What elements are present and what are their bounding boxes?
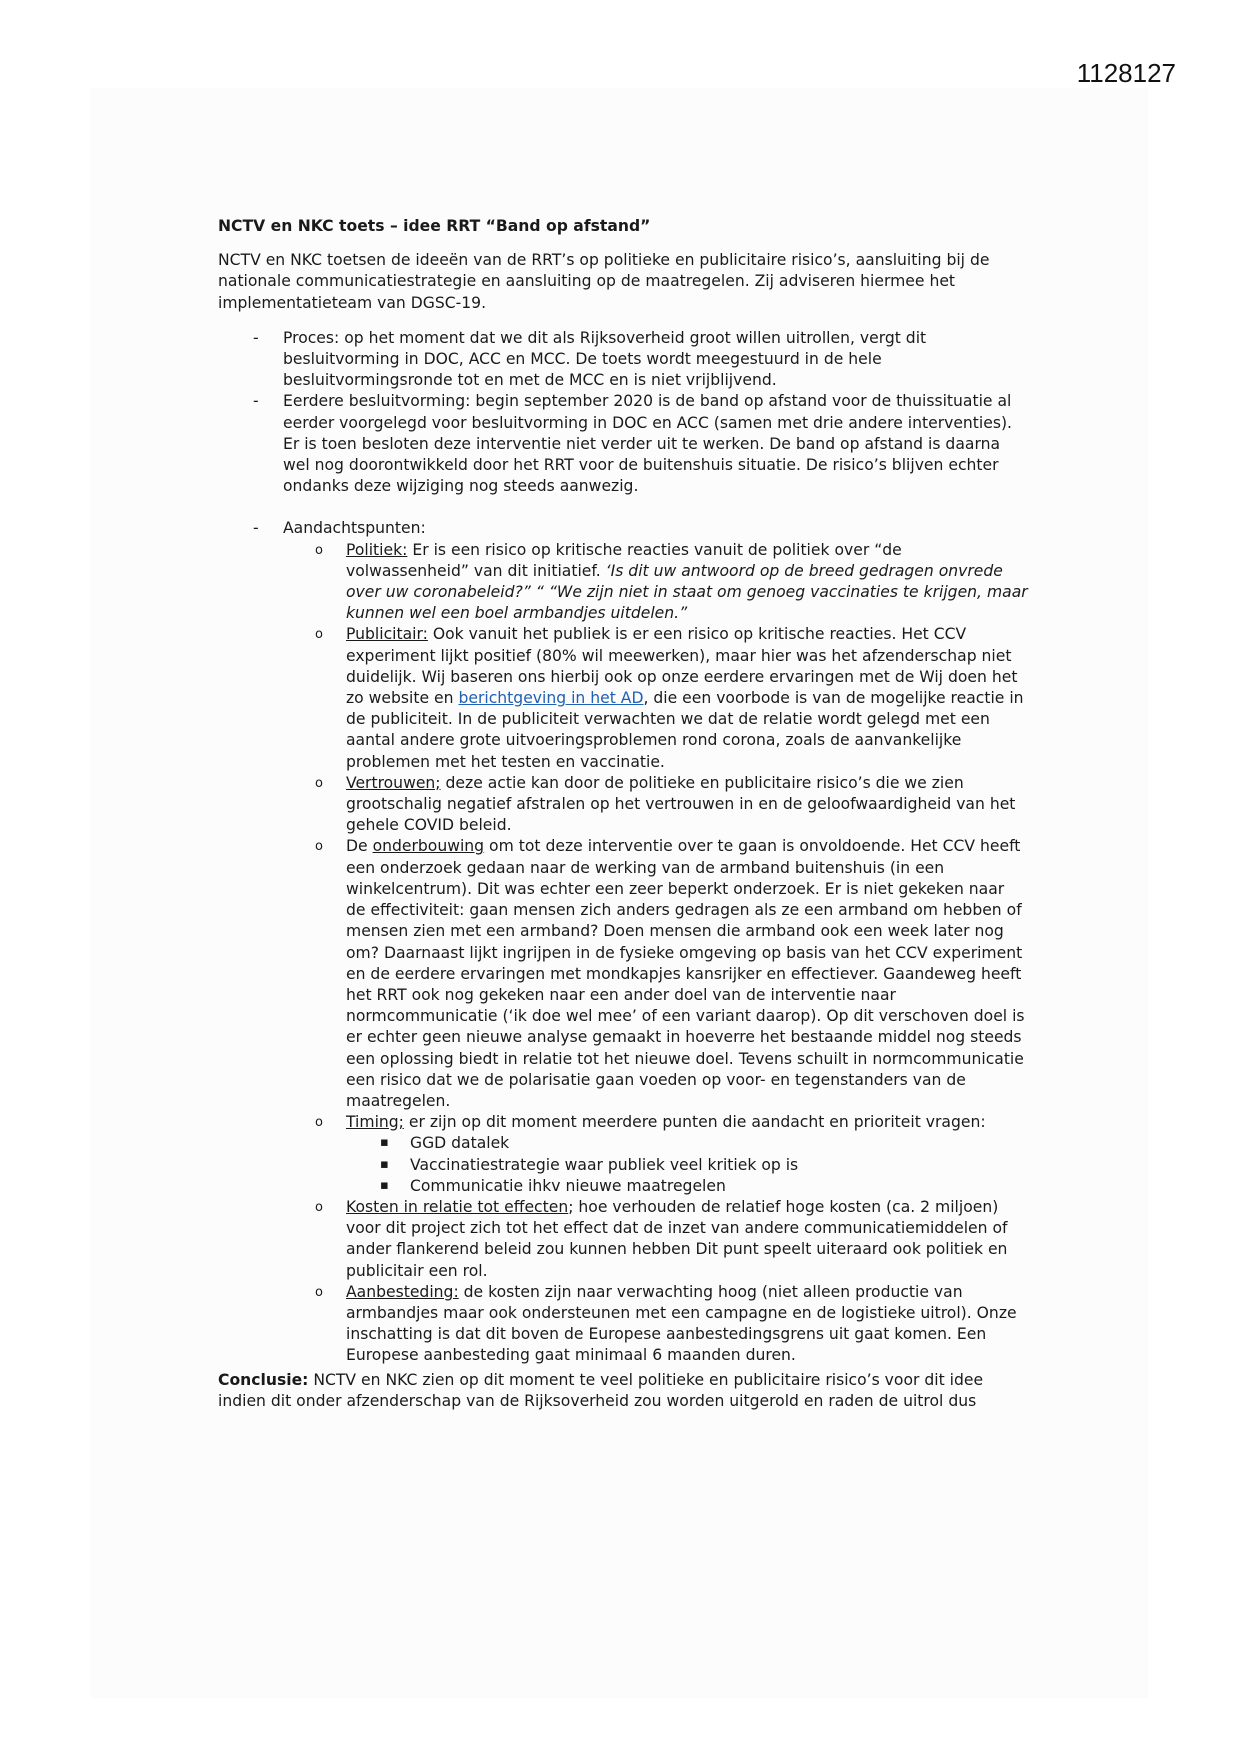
aanbesteding-text: de kosten zijn naar verwachting hoog (niet alleen productie van armbandjes maar ook ondersteunen met een campagne en de logistieke uitrol). Onze inschatting is dat dit boven de Europese aanbestedingsgrens uit gaat komen. Een Europese aanbesteding gaat minimaal 6 maanden duren. (346, 1282, 1017, 1365)
kosten-label: Kosten in relatie tot effecten (346, 1197, 569, 1216)
list-item-proces (218, 328, 1028, 392)
politiek-quote: ‘Is dit uw antwoord op de breed gedragen onvrede over uw coronabeleid?” “ “We zijn niet in staat om genoeg vaccinaties te krijgen, maar kunnen wel een boel armbandjes uitdelen.” (346, 561, 1028, 623)
proces-text: Proces: op het moment dat we dit als Rijksoverheid groot willen uitrollen, vergt dit besluitvorming in DOC, ACC en MCC. De toets wordt meegestuurd in de hele besluitvormingsronde tot en met de MCC en is niet vrijblijvend. (283, 328, 927, 390)
timing-label: Timing; (346, 1113, 404, 1132)
ad-article-link[interactable]: berichtgeving in het AD (458, 689, 644, 708)
circle-bullet-icon: o (315, 1115, 323, 1131)
intro-paragraph: NCTV en NKC toetsen de ideeën van de RRT’s op politieke en publicitaire risico’s, aansluiting bij de nationale communicatiestrategie en aansluiting op de maatregelen. Zij adviseren hiermee het implementatieteam van DGSC-19. (218, 251, 990, 312)
sub-item-kosten (218, 1197, 1028, 1282)
document-title: NCTV en NKC toets – idee RRT “Band op afstand” (218, 217, 651, 235)
publicitair-text-2: , die een voorbode is van de mogelijke reactie in de publiciteit. In de publiciteit verwachten we dat de relatie wordt gelegd met een aantal andere grote uitvoeringsproblemen rond corona, zoals de aanvankelijke problemen met het testen en vaccinatie. (346, 689, 1024, 771)
eerdere-text: Eerdere besluitvorming: begin september 2020 is de band op afstand voor de thuissituatie al eerder voorgelegd voor besluitvorming in DOC en ACC (samen met drie andere interventies). Er is toen besloten deze interventie niet verder uit te werken. De band op afstand is daarna wel nog doorontwikkeld door het RRT voor de buitenshuis situatie. De risico’s blijven echter ondanks deze wijziging nog steeds aanwezig. (283, 392, 1013, 496)
dash-bullet-icon: - (253, 519, 259, 538)
circle-bullet-icon: o (315, 542, 323, 558)
dash-bullet-icon: - (253, 392, 259, 411)
timing-item (218, 1155, 1028, 1176)
timing-item-text: Communicatie ihkv nieuwe maatregelen (410, 1176, 726, 1195)
timing-text: er zijn op dit moment meerdere punten die aandacht en prioriteit vragen: (403, 1113, 986, 1132)
onderbouwing-text: om tot deze interventie over te gaan is onvoldoende. Het CCV heeft een onderzoek gedaan naar de werking van de armband buitenshuis (in een winkelcentrum). Dit was echter een zeer beperkt onderzoek. Er is niet gekeken naar de effectiviteit: gaan mensen zich anders gedragen als ze een armband om hebben of mensen zien met een armband? Doen mensen die armband ook een week later nog om? Daarnaast lijkt ingrijpen in de fysieke omgeving op basis van het CCV experiment en de eerdere ervaringen met mondkapjes kansrijker en effectiever. Gaandeweg heeft het RRT ook nog gekeken naar een ander doel van de interventie naar normcommunicatie (‘ik doe wel mee’ of een variant daarop). Op dit verschoven doel is er echter geen nieuwe analyse gemaakt in hoeverre het bestaande middel nog steeds een oplossing biedt in relatie tot het nieuwe doel. Tevens schuilt in normcommunicatie een risico dat we de polarisatie gaan voeden op voor- en tegenstanders van de maatregelen. (346, 837, 1025, 1110)
conclusion-label: Conclusie: (218, 1370, 309, 1389)
sub-item-publicitair (218, 624, 1028, 772)
circle-bullet-icon: o (315, 627, 323, 643)
sub-item-onderbouwing (218, 836, 1028, 1112)
circle-bullet-icon: o (315, 839, 323, 855)
sub-item-timing (218, 1112, 1028, 1133)
timing-item (218, 1176, 1028, 1197)
timing-item-text: Vaccinatiestrategie waar publiek veel kritiek op is (410, 1155, 799, 1174)
kosten-text: ; hoe verhouden de relatief hoge kosten (ca. 2 miljoen) voor dit project zich tot het effect dat de inzet van andere communicatiemiddelen of ander flankerend beleid zou kunnen hebben Dit punt speelt uiteraard ook politiek en publicitair een rol. (346, 1197, 1008, 1280)
vertrouwen-text: deze actie kan door de politieke en publicitaire risico’s die we zien grootschalig negatief afstralen op het vertrouwen in en de geloofwaardigheid van het gehele COVID beleid. (346, 773, 1016, 835)
timing-item (218, 1133, 1028, 1154)
conclusion-text: NCTV en NKC zien op dit moment te veel politieke en publicitaire risico’s voor dit idee indien dit onder afzenderschap van de Rijksoverheid zou worden uitgerold en raden de uitrol dus (218, 1370, 984, 1410)
sub-item-aanbesteding (218, 1282, 1028, 1367)
aandachtspunten-heading: Aandachtspunten: (283, 519, 426, 538)
dash-bullet-icon: - (253, 328, 259, 347)
list-item-eerdere-besluitvorming (218, 391, 1028, 497)
circle-bullet-icon: o (315, 1199, 323, 1215)
politiek-text: Er is een risico op kritische reacties vanuit de politiek over “de volwassenheid” van dit initiatief. (346, 540, 902, 580)
vertrouwen-label: Vertrouwen; (346, 773, 441, 792)
aanbesteding-label: Aanbesteding: (346, 1282, 459, 1301)
onderbouwing-label: onderbouwing (372, 837, 485, 856)
sub-item-vertrouwen (218, 773, 1028, 837)
publicitair-text-1: Ook vanuit het publiek is er een risico op kritische reacties. Het CCV experiment lijkt positief (80% wil meewerken), maar hier was het afzenderschap niet duidelijk. Wij baseren ons hierbij ook op onze eerdere ervaringen met de Wij doen het zo website en (346, 625, 1018, 708)
square-bullet-icon: ▪ (380, 1177, 389, 1193)
timing-item-text: GGD datalek (410, 1134, 510, 1153)
list-item-aandachtspunten (218, 518, 1028, 539)
document-body (218, 216, 1028, 1412)
sub-item-politiek (218, 540, 1028, 625)
politiek-label: Politiek: (346, 540, 408, 559)
circle-bullet-icon: o (315, 775, 323, 791)
document-number: 1128127 (1076, 58, 1176, 88)
square-bullet-icon: ▪ (380, 1135, 389, 1151)
publicitair-label: Publicitair: (346, 625, 428, 644)
circle-bullet-icon: o (315, 1284, 323, 1300)
onderbouwing-prefix: De (346, 837, 373, 856)
square-bullet-icon: ▪ (380, 1156, 389, 1172)
conclusion-paragraph (218, 1370, 1028, 1412)
